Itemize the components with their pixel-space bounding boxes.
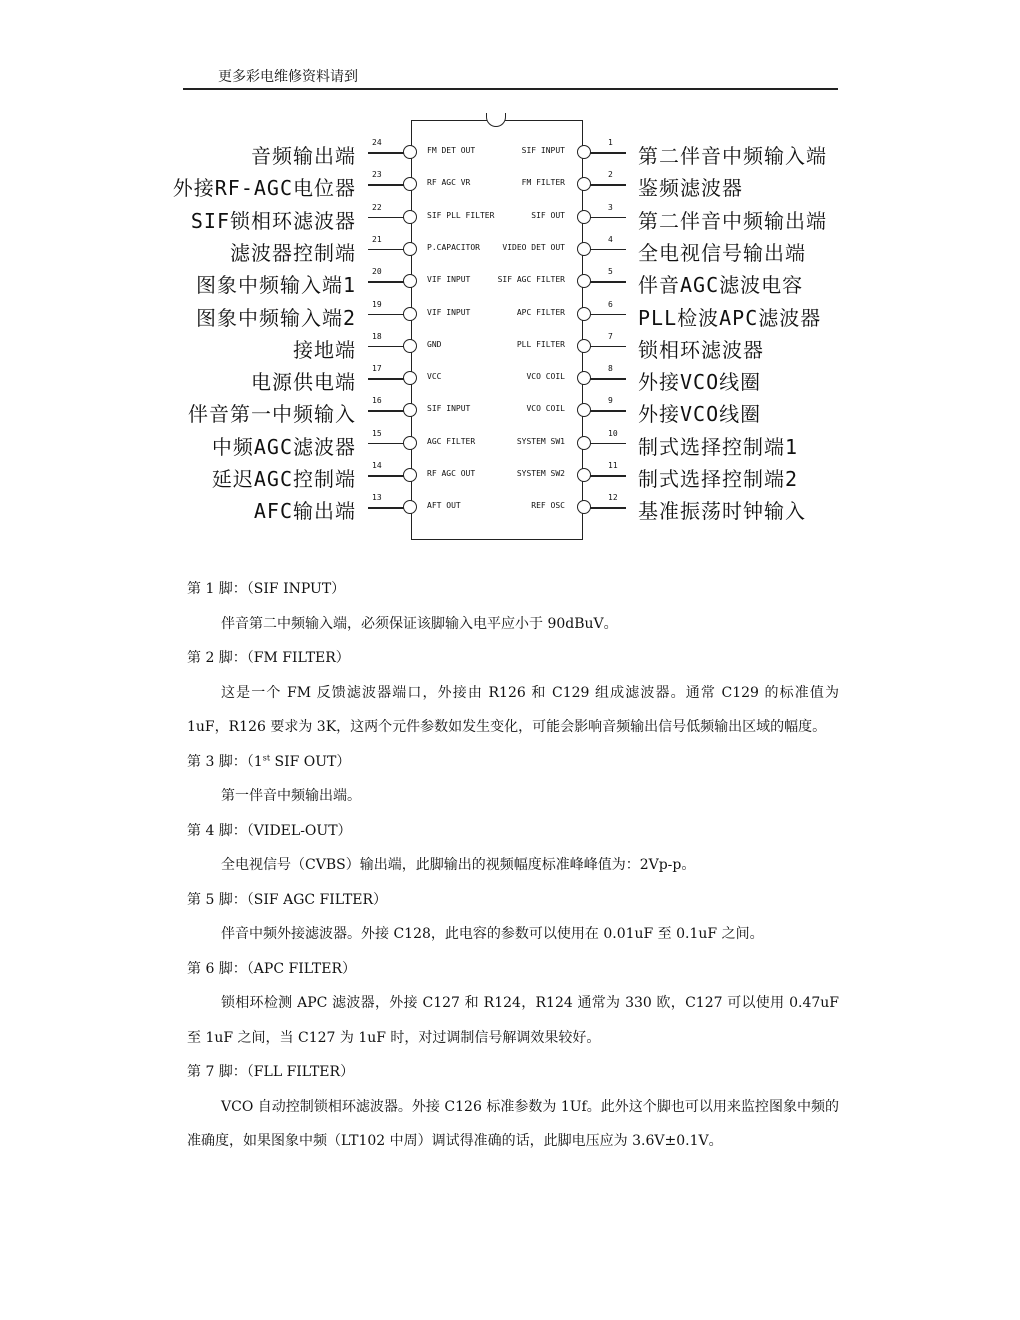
left-pin-circle — [403, 436, 417, 450]
left-pin-signal: SIF INPUT — [427, 404, 471, 414]
left-pin-label: 图象中频输入端1 — [195, 273, 356, 298]
left-pin-lead — [368, 314, 404, 316]
left-pin-circle — [403, 307, 417, 321]
right-pin-signal: SIF AGC FILTER — [497, 275, 565, 285]
left-pin-signal: VCC — [427, 372, 442, 382]
right-pin-label: 锁相环滤波器 — [638, 337, 764, 362]
right-pin-label: 伴音AGC滤波电容 — [638, 273, 804, 298]
right-pin-number: 7 — [608, 331, 613, 341]
right-pin-label: 第二伴音中频输入端 — [638, 144, 827, 168]
right-pin-label: 外接VCO线圈 — [638, 370, 762, 395]
right-pin-signal: FM FILTER — [521, 178, 565, 188]
right-pin-signal: SYSTEM SW1 — [516, 436, 565, 446]
left-pin-lead — [368, 410, 404, 412]
pin5-desc: 伴音中频外接滤波器。外接 C128，此电容的参数可以使用在 0.01uF 至 0.1uF 之间。 — [221, 926, 764, 942]
right-pin-label: 制式选择控制端1 — [638, 434, 799, 459]
ic-pinout-diagram — [0, 0, 1020, 560]
right-pin-circle — [577, 468, 591, 482]
left-pin-circle — [403, 210, 417, 224]
left-pin-circle — [403, 145, 417, 159]
left-pin-circle — [403, 177, 417, 191]
left-pin-circle — [403, 242, 417, 256]
pin1-heading: 第 1 脚：（SIF INPUT） — [187, 581, 346, 597]
pin2-desc: 这是一个 FM 反馈滤波器端口，外接由 R126 和 C129 组成滤波器。通常 C129 的标准值为 1uF，R126 要求为 3K，这两个元件参数如发生变化，可能会影响音频输出信号低频输出区域的幅度。 — [187, 684, 839, 735]
pin4-desc: 全电视信号（CVBS）输出端，此脚输出的视频幅度标准峰峰值为：2Vp-p。 — [221, 857, 696, 873]
right-pin-signal: VIDEO DET OUT — [502, 242, 565, 252]
left-pin-number: 23 — [372, 170, 382, 180]
left-pin-circle — [403, 339, 417, 353]
right-pin-circle — [577, 210, 591, 224]
right-pin-lead — [590, 184, 626, 186]
left-pin-lead — [368, 346, 404, 348]
left-pin-lead — [368, 378, 404, 380]
left-pin-lead — [368, 184, 404, 186]
left-pin-signal: P.CAPACITOR — [427, 242, 480, 252]
right-pin-number: 12 — [608, 493, 618, 503]
left-pin-number: 19 — [372, 299, 382, 309]
right-pin-lead — [590, 475, 626, 477]
right-pin-number: 1 — [608, 138, 613, 147]
right-pin-lead — [590, 249, 626, 251]
right-pin-lead — [590, 346, 626, 348]
left-pin-label: 音频输出端 — [251, 144, 356, 168]
right-pin-circle — [577, 145, 591, 159]
left-pin-number: 17 — [372, 364, 382, 374]
right-pin-circle — [577, 242, 591, 256]
right-pin-signal: VCO COIL — [526, 372, 565, 382]
left-pin-label: 外接RF-AGC电位器 — [172, 176, 356, 201]
left-pin-number: 22 — [372, 202, 382, 212]
pin-row — [0, 428, 1020, 459]
right-pin-number: 4 — [608, 234, 613, 244]
left-pin-lead — [368, 443, 404, 445]
right-pin-label: 制式选择控制端2 — [638, 467, 799, 491]
right-pin-circle — [577, 403, 591, 417]
right-pin-signal: APC FILTER — [516, 307, 565, 317]
pin7-desc: VCO 自动控制锁相环滤波器。外接 C126 标准参数为 1Uf。此外这个脚也可以用来监控图象中频的准确度，如果图象中频（LT102 中周）调试得准确的话，此脚电压应为 3.6V±0.1V。 — [187, 1098, 839, 1149]
right-pin-number: 2 — [608, 170, 613, 180]
left-pin-circle — [403, 403, 417, 417]
right-pin-lead — [590, 314, 626, 316]
left-pin-number: 24 — [372, 138, 382, 147]
pin-row — [0, 364, 1020, 395]
right-pin-circle — [577, 307, 591, 321]
left-pin-number: 13 — [372, 493, 382, 503]
right-pin-label: 第二伴音中频输出端 — [638, 208, 827, 233]
right-pin-lead — [590, 378, 626, 380]
left-pin-signal: AGC FILTER — [427, 436, 476, 446]
right-pin-label: PLL检波APC滤波器 — [638, 305, 822, 330]
right-pin-number: 11 — [608, 461, 618, 470]
left-pin-number: 20 — [372, 267, 382, 277]
left-pin-circle — [403, 468, 417, 482]
pin7-heading: 第 7 脚：（FLL FILTER） — [187, 1064, 355, 1080]
right-pin-signal: SYSTEM SW2 — [516, 469, 565, 478]
pin6-heading: 第 6 脚：（APC FILTER） — [187, 960, 356, 977]
pin-descriptions — [187, 572, 839, 1159]
left-pin-label: 中频AGC滤波器 — [211, 434, 356, 459]
pin4-heading: 第 4 脚：（VIDEL-OUT） — [187, 822, 352, 839]
left-pin-lead — [368, 152, 404, 154]
right-pin-label: 全电视信号输出端 — [638, 240, 806, 265]
right-pin-circle — [577, 339, 591, 353]
right-pin-lead — [590, 443, 626, 445]
left-pin-lead — [368, 249, 404, 251]
left-pin-label: 图象中频输入端2 — [195, 305, 356, 330]
left-pin-number: 14 — [372, 461, 382, 470]
left-pin-number: 15 — [372, 428, 382, 438]
right-pin-number: 3 — [608, 202, 613, 212]
left-pin-lead — [368, 475, 404, 477]
left-pin-lead — [368, 507, 404, 509]
pin5-heading: 第 5 脚：（SIF AGC FILTER） — [187, 891, 388, 908]
pin2-heading: 第 2 脚：（FM FILTER） — [187, 650, 350, 666]
pin3-heading: 第 3 脚：（1st SIF OUT） — [187, 752, 351, 770]
left-pin-signal: RF AGC VR — [427, 178, 471, 188]
left-pin-label: SIF锁相环滤波器 — [190, 208, 356, 233]
right-pin-circle — [577, 436, 591, 450]
pin-row — [0, 234, 1020, 265]
right-pin-signal: SIF INPUT — [521, 146, 565, 155]
pin-row — [0, 331, 1020, 362]
pin-row — [0, 461, 1020, 491]
left-pin-signal: FM DET OUT — [427, 146, 476, 155]
left-pin-label: 滤波器控制端 — [230, 240, 356, 265]
left-pin-number: 18 — [372, 331, 382, 341]
left-pin-signal: RF AGC OUT — [427, 469, 476, 478]
right-pin-circle — [577, 371, 591, 385]
left-pin-signal: GND — [427, 339, 442, 349]
left-pin-circle — [403, 274, 417, 288]
right-pin-lead — [590, 507, 626, 509]
pin-row — [0, 299, 1020, 330]
pin1-desc: 伴音第二中频输入端，必须保证该脚输入电平应小于 90dBuV。 — [221, 615, 618, 632]
left-pin-signal: VIF INPUT — [427, 275, 471, 285]
right-pin-lead — [590, 281, 626, 283]
left-pin-number: 21 — [372, 234, 382, 244]
right-pin-circle — [577, 274, 591, 288]
right-pin-lead — [590, 152, 626, 154]
right-pin-signal: REF OSC — [531, 501, 565, 511]
left-pin-label: 电源供电端 — [251, 370, 356, 395]
left-pin-circle — [403, 371, 417, 385]
right-pin-lead — [590, 410, 626, 412]
page-header: 更多彩电维修资料请到 — [218, 69, 358, 85]
left-pin-label: 伴音第一中频输入 — [188, 402, 356, 427]
pin-row — [0, 202, 1020, 233]
right-pin-circle — [577, 500, 591, 514]
left-pin-circle — [403, 500, 417, 514]
left-pin-label: 延迟AGC控制端 — [211, 467, 356, 491]
pin3-desc: 第一伴音中频输出端。 — [221, 788, 361, 804]
right-pin-circle — [577, 177, 591, 191]
left-pin-signal: AFT OUT — [427, 501, 461, 511]
left-pin-lead — [368, 217, 404, 219]
right-pin-label: 鉴频滤波器 — [638, 176, 743, 201]
right-pin-number: 5 — [608, 267, 613, 277]
pin-row — [0, 493, 1020, 524]
left-pin-signal: VIF INPUT — [427, 307, 471, 317]
pin6-desc: 锁相环检测 APC 滤波器，外接 C127 和 R124，R124 通常为 330 欧，C127 可以使用 0.47uF 至 1uF 之间，当 C127 为 1uF 时，对过调制信号解调效果较好。 — [187, 995, 839, 1046]
right-pin-signal: PLL FILTER — [516, 339, 565, 349]
right-pin-signal: SIF OUT — [531, 210, 565, 220]
right-pin-label: 外接VCO线圈 — [638, 402, 762, 427]
left-pin-label: 接地端 — [293, 337, 356, 362]
right-pin-number: 6 — [608, 299, 613, 309]
right-pin-lead — [590, 217, 626, 219]
pin-row — [0, 138, 1020, 168]
pin-row — [0, 170, 1020, 201]
right-pin-number: 10 — [608, 428, 618, 438]
right-pin-number: 9 — [608, 396, 613, 406]
right-pin-signal: VCO COIL — [526, 404, 565, 414]
pin-row — [0, 396, 1020, 427]
left-pin-label: AFC输出端 — [253, 499, 356, 524]
right-pin-label: 基准振荡时钟输入 — [638, 499, 806, 524]
left-pin-lead — [368, 281, 404, 283]
left-pin-signal: SIF PLL FILTER — [427, 210, 495, 220]
pin-row — [0, 267, 1020, 298]
left-pin-number: 16 — [372, 396, 382, 406]
right-pin-number: 8 — [608, 364, 613, 374]
